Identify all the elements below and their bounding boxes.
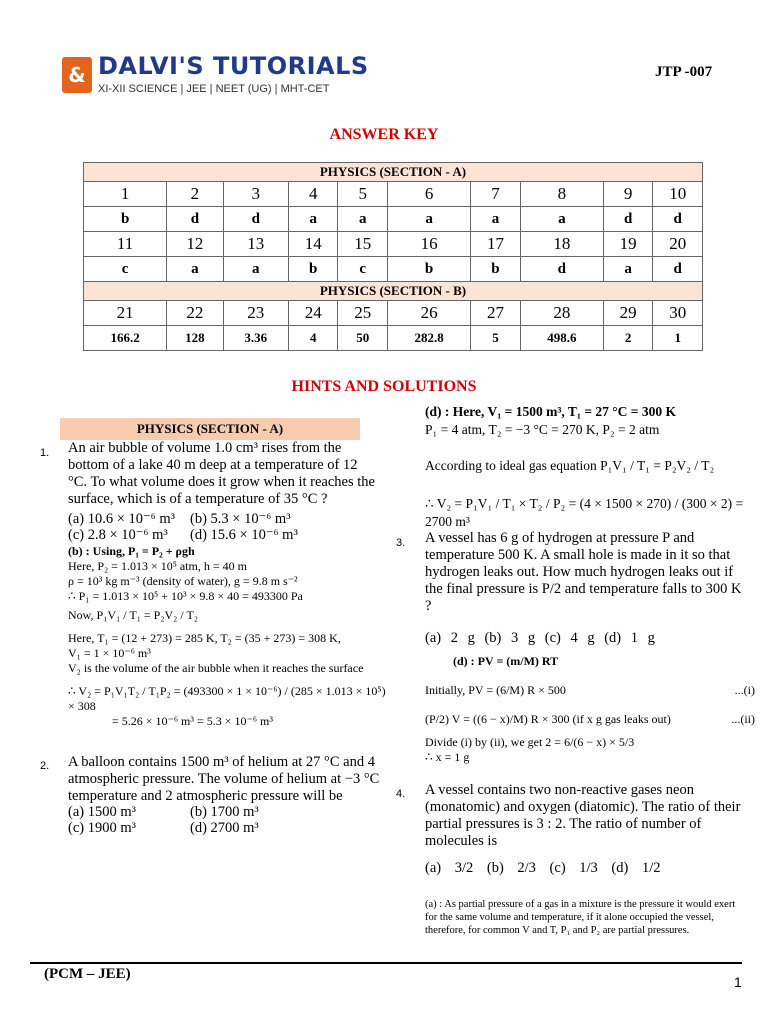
section-a-header-row: [84, 163, 703, 182]
section-b-header: PHYSICS (SECTION - B): [84, 282, 703, 301]
question-number: 2.: [40, 760, 50, 772]
table-cell: b: [387, 257, 470, 282]
question-number-row: [84, 182, 703, 207]
table-cell: 5: [471, 326, 521, 351]
table-cell: 20: [653, 232, 703, 257]
question-number: 3.: [396, 537, 406, 549]
solution-line: V₁ = 1 × 10⁻⁶ m³: [68, 646, 151, 660]
solution-block: [425, 403, 755, 531]
table-cell: a: [520, 207, 603, 232]
section-b-header-row: [84, 282, 703, 301]
question-text: A balloon contains 1500 m³ of helium at 27 °C and 4 atmospheric pressure. The volume of helium at −3 °C temperature and 2 atmospheric pressure will be: [68, 754, 380, 804]
solution-line: [425, 712, 755, 727]
table-cell: 17: [471, 232, 521, 257]
table-cell: b: [288, 257, 338, 282]
question-number: 1.: [40, 447, 50, 459]
solution-line: Divide (i) by (ii), we get 2 = 6/(6 − x) × 5/3: [425, 735, 635, 749]
table-cell: d: [520, 257, 603, 282]
table-cell: a: [603, 257, 653, 282]
solution-line: ∴ V₂ = P₁V₁T₂ / T₁P₂ = (493300 × 1 × 10⁻⁶) / (285 × 1.013 × 10⁵) × 308: [68, 684, 386, 713]
table-cell: 2: [603, 326, 653, 351]
table-cell: 50: [338, 326, 388, 351]
solution-line: Here, T₁ = (12 + 273) = 285 K, T₂ = (35 + 273) = 308 K,: [68, 631, 341, 645]
table-cell: 3: [223, 182, 288, 207]
question-number-row: [84, 301, 703, 326]
answer-row: [84, 257, 703, 282]
solution-line: (d) : Here, V₁ = 1500 m³, T₁ = 27 °C = 300 K: [425, 404, 676, 419]
table-cell: 18: [520, 232, 603, 257]
table-cell: c: [84, 257, 167, 282]
solution-line: = 5.26 × 10⁻⁶ m³ = 5.3 × 10⁻⁶ m³: [112, 714, 273, 728]
table-cell: 12: [167, 232, 223, 257]
option-c: (c) 1900 m³: [68, 820, 136, 836]
solution-line: According to ideal gas equation P₁V₁ / T₁ = P₂V₂ / T₂: [425, 458, 715, 473]
solution-line: Now, P₁V₁ / T₁ = P₂V₂ / T₂: [68, 608, 198, 622]
brand-logo: &: [62, 57, 92, 93]
equation: (P/2) V = ((6 − x)/M) R × 300 (if x g gas leaks out): [425, 712, 671, 726]
table-cell: 1: [653, 326, 703, 351]
equation-tag: ...(i): [734, 683, 755, 697]
table-cell: 3.36: [223, 326, 288, 351]
table-cell: d: [223, 207, 288, 232]
question-text: An air bubble of volume 1.0 cm³ rises from the bottom of a lake 40 m deep at a temperature of 12 °C. To what volume does it grow when it reaches the surface, which is of a temperature of 35 °C ?: [68, 440, 375, 507]
solution-line: V₂ is the volume of the air bubble when it reaches the surface: [68, 661, 364, 675]
table-cell: 16: [387, 232, 470, 257]
table-cell: 15: [338, 232, 388, 257]
question-text: A vessel has 6 g of hydrogen at pressure P and temperature 500 K. A small hole is made in it so that hydrogen leaks out. How much hydrogen leaks out if the final pressure is P/2 and temperature falls to 300 K ?: [425, 530, 742, 614]
question-text: A vessel contains two non-reactive gases neon (monatomic) and oxygen (diatomic). The ratio of their partial pressures is 3 : 2. The ratio of number of molecules is: [425, 782, 741, 849]
table-cell: 11: [84, 232, 167, 257]
table-cell: 282.8: [387, 326, 470, 351]
table-cell: 21: [84, 301, 167, 326]
solution-line: ∴ P₁ = 1.013 × 10⁵ + 10³ × 9.8 × 40 = 493300 Pa: [68, 589, 303, 603]
solution-line: ∴ V₂ = P₁V₁ / T₁ × T₂ / P₂ = (4 × 1500 × 270) / (300 × 2) = 2700 m³: [425, 496, 744, 529]
option-c: (c) 2.8 × 10⁻⁶ m³: [68, 527, 168, 543]
table-cell: 7: [471, 182, 521, 207]
table-cell: 13: [223, 232, 288, 257]
paper-code: JTP -007: [655, 64, 713, 80]
section-a-header: PHYSICS (SECTION - A): [84, 163, 703, 182]
solution-block: (a) : As partial pressure of a gas in a mixture is the pressure it would exert for the same volume and temperature, if it alone occupied the vessel, therefore, for common V and T, P₁ and P₂ are partial pressures.: [425, 899, 736, 936]
table-cell: 8: [520, 182, 603, 207]
solution-line: ∴ x = 1 g: [425, 750, 470, 764]
hints-title: HINTS AND SOLUTIONS: [291, 378, 477, 395]
footer-label: (PCM – JEE): [44, 966, 131, 982]
option-b: (b) 1700 m³: [190, 804, 259, 820]
table-cell: a: [223, 257, 288, 282]
table-cell: 27: [471, 301, 521, 326]
table-cell: 25: [338, 301, 388, 326]
table-cell: 4: [288, 182, 338, 207]
answer-row: [84, 326, 703, 351]
table-cell: b: [471, 257, 521, 282]
option-d: (d) 2700 m³: [190, 820, 259, 836]
solution-line: (d) : PV = (m/M) RT: [453, 654, 559, 668]
solution-line: (b) : Using, P₁ = P₂ + ρgh: [68, 544, 195, 558]
table-cell: d: [653, 207, 703, 232]
table-cell: a: [387, 207, 470, 232]
table-cell: d: [653, 257, 703, 282]
solutions-section-header: PHYSICS (SECTION - A): [60, 418, 360, 440]
equation-tag: ...(ii): [731, 712, 755, 726]
table-cell: 14: [288, 232, 338, 257]
table-cell: b: [84, 207, 167, 232]
answer-key-table: [83, 162, 703, 351]
table-cell: 166.2: [84, 326, 167, 351]
table-cell: 2: [167, 182, 223, 207]
equation: Initially, PV = (6/M) R × 500: [425, 683, 566, 697]
solution-line: Here, P₂ = 1.013 × 10⁵ atm, h = 40 m: [68, 559, 247, 573]
table-cell: d: [167, 207, 223, 232]
question-number: 4.: [396, 788, 406, 800]
table-cell: a: [288, 207, 338, 232]
option-d: (d) 15.6 × 10⁻⁶ m³: [190, 527, 298, 543]
table-cell: 29: [603, 301, 653, 326]
brand-name: DALVI'S TUTORIALS: [98, 52, 369, 80]
option-a: (a) 10.6 × 10⁻⁶ m³: [68, 511, 175, 527]
table-cell: a: [167, 257, 223, 282]
table-cell: 128: [167, 326, 223, 351]
table-cell: 6: [387, 182, 470, 207]
table-cell: 28: [520, 301, 603, 326]
option-a: (a) 1500 m³: [68, 804, 136, 820]
page-number: 1: [734, 974, 742, 990]
table-cell: 23: [223, 301, 288, 326]
table-cell: 22: [167, 301, 223, 326]
solution-line: P₁ = 4 atm, T₂ = −3 °C = 270 K, P₂ = 2 atm: [425, 422, 660, 437]
option-b: (b) 5.3 × 10⁻⁶ m³: [190, 511, 291, 527]
question-options: (a) 2 g (b) 3 g (c) 4 g (d) 1 g: [425, 630, 655, 646]
question-options: [68, 804, 368, 836]
footer-divider: [30, 962, 742, 964]
table-cell: c: [338, 257, 388, 282]
table-cell: 24: [288, 301, 338, 326]
brand-tagline: XI-XII SCIENCE | JEE | NEET (UG) | MHT-CET: [98, 83, 330, 95]
solution-line: [425, 683, 755, 698]
question-options: [68, 511, 368, 543]
table-cell: d: [603, 207, 653, 232]
table-cell: a: [471, 207, 521, 232]
question-number-row: [84, 232, 703, 257]
question-options: (a) 3/2 (b) 2/3 (c) 1/3 (d) 1/2: [425, 860, 661, 876]
table-cell: 4: [288, 326, 338, 351]
table-cell: a: [338, 207, 388, 232]
solution-block: [425, 654, 755, 765]
table-cell: 498.6: [520, 326, 603, 351]
table-cell: 1: [84, 182, 167, 207]
table-cell: 19: [603, 232, 653, 257]
solution-line: ρ = 10³ kg m⁻³ (density of water), g = 9.8 m s⁻²: [68, 574, 298, 588]
table-cell: 5: [338, 182, 388, 207]
table-cell: 9: [603, 182, 653, 207]
table-cell: 10: [653, 182, 703, 207]
table-cell: 30: [653, 301, 703, 326]
answer-key-title: ANSWER KEY: [329, 126, 439, 143]
answer-row: [84, 207, 703, 232]
table-cell: 26: [387, 301, 470, 326]
solution-block: [68, 544, 388, 729]
